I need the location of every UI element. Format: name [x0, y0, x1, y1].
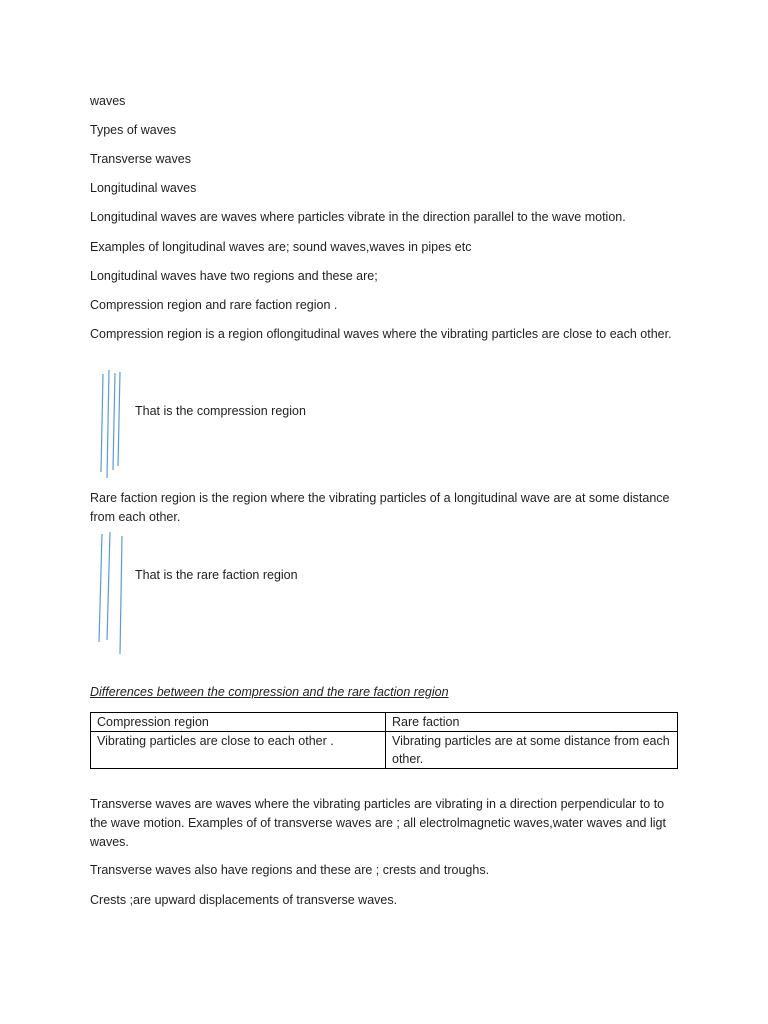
rarefaction-line — [99, 534, 102, 642]
table-header-row — [91, 713, 678, 732]
table-row — [91, 732, 678, 769]
table-header-cell: Rare faction — [386, 713, 678, 732]
paragraph-longitudinal-examples: Examples of longitudinal waves are; sound waves,waves in pipes etc — [90, 240, 472, 254]
paragraph-longitudinal-definition: Longitudinal waves are waves where particles vibrate in the direction parallel to the wave motion. — [90, 210, 626, 224]
paragraph-transverse-definition: Transverse waves are waves where the vibrating particles are vibrating in a direction perpendicular to to the wave motion. Examples of of transverse waves are ; all electrolmagnetic waves,water waves and ligt waves. — [90, 797, 666, 849]
paragraph-two-regions: Longitudinal waves have two regions and these are; — [90, 269, 378, 283]
paragraph-region-names: Compression region and rare faction region . — [90, 298, 338, 312]
paragraph-compression-definition: Compression region is a region oflongitudinal waves where the vibrating particles are close to each other. — [90, 327, 672, 341]
table-cell: Vibrating particles are close to each other . — [91, 732, 386, 769]
rarefaction-lines-figure — [94, 530, 128, 658]
rarefaction-line — [107, 532, 110, 640]
paragraph-crests-definition: Crests ;are upward displacements of transverse waves. — [90, 893, 398, 907]
rarefaction-caption: That is the rare faction region — [135, 568, 298, 582]
paragraph-types-of-waves: Types of waves — [90, 123, 177, 137]
differences-table — [90, 712, 678, 769]
table-header-cell: Compression region — [91, 713, 386, 732]
table-cell: Vibrating particles are at some distance from each other. — [386, 732, 678, 769]
paragraph-transverse-waves: Transverse waves — [90, 152, 191, 166]
paragraph-transverse-regions: Transverse waves also have regions and these are ; crests and troughs. — [90, 863, 490, 877]
compression-caption: That is the compression region — [135, 404, 306, 418]
differences-heading: Differences between the compression and the rare faction region — [90, 685, 449, 699]
paragraph-longitudinal-waves: Longitudinal waves — [90, 181, 197, 195]
paragraph-rarefaction-definition: Rare faction region is the region where the vibrating particles of a longitudinal wave are at some distance from each other. — [90, 491, 670, 524]
compression-lines-figure — [95, 368, 127, 480]
compression-line — [101, 374, 103, 472]
compression-line — [118, 372, 120, 466]
compression-line — [107, 370, 109, 478]
compression-line — [113, 373, 115, 470]
paragraph-waves: waves — [90, 94, 126, 108]
rarefaction-line — [120, 536, 122, 654]
